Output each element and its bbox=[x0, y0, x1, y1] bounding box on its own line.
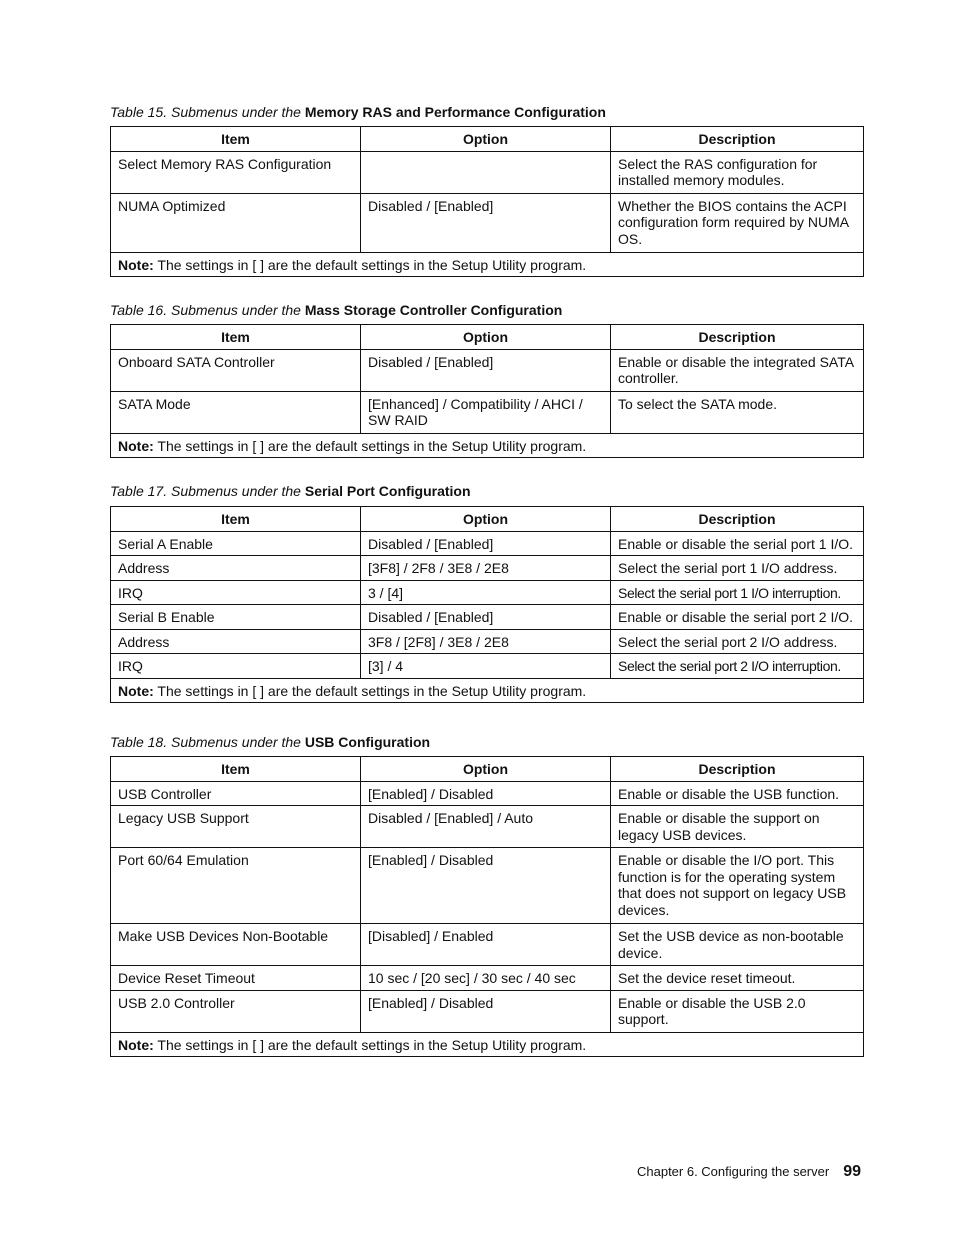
option-cell: 10 sec / [20 sec] / 30 sec / 40 sec bbox=[361, 966, 611, 991]
option-cell: [Enabled] / Disabled bbox=[361, 990, 611, 1032]
table-row bbox=[111, 391, 864, 433]
note-cell bbox=[111, 433, 864, 458]
option-cell: Disabled / [Enabled] bbox=[361, 531, 611, 556]
item-cell: Address bbox=[111, 556, 361, 581]
option-cell bbox=[361, 151, 611, 193]
note-text: The settings in [ ] are the default settings in the Setup Utility program. bbox=[157, 256, 587, 273]
table-18 bbox=[110, 756, 864, 1057]
item-cell: USB 2.0 Controller bbox=[111, 990, 361, 1032]
table-17-caption: Table 17. Submenus under the Serial Port Configuration bbox=[110, 483, 471, 499]
description-cell: Set the USB device as non-bootable device. bbox=[611, 924, 864, 966]
item-cell: Make USB Devices Non-Bootable bbox=[111, 924, 361, 966]
table-18-caption: Table 18. Submenus under the USB Configuration bbox=[110, 734, 431, 750]
option-cell: [Disabled] / Enabled bbox=[361, 924, 611, 966]
note-cell bbox=[111, 1032, 864, 1057]
description-cell: Enable or disable the I/O port. This function is for the operating system that does not support on legacy USB devices. bbox=[611, 848, 864, 924]
note-label: Note: bbox=[118, 437, 154, 454]
column-header-option: Option bbox=[361, 325, 611, 350]
option-cell: Disabled / [Enabled] bbox=[361, 193, 611, 252]
item-cell: IRQ bbox=[111, 654, 361, 679]
note-row bbox=[111, 433, 864, 458]
description-cell: Whether the BIOS contains the ACPI configuration form required by NUMA OS. bbox=[611, 193, 864, 252]
description-cell: Enable or disable the serial port 1 I/O. bbox=[611, 531, 864, 556]
table-15-caption: Table 15. Submenus under the Memory RAS and Performance Configuration bbox=[110, 104, 606, 120]
description-cell: Select the serial port 1 I/O address. bbox=[611, 556, 864, 581]
column-header-item: Item bbox=[111, 757, 361, 782]
column-header-description: Description bbox=[611, 325, 864, 350]
description-cell: Enable or disable the integrated SATA controller. bbox=[611, 349, 864, 391]
column-header-option: Option bbox=[361, 507, 611, 532]
column-header-description: Description bbox=[611, 127, 864, 152]
note-cell bbox=[111, 252, 864, 277]
table-header-row bbox=[111, 325, 864, 350]
note-row bbox=[111, 252, 864, 277]
option-cell: [3F8] / 2F8 / 3E8 / 2E8 bbox=[361, 556, 611, 581]
option-cell: 3F8 / [2F8] / 3E8 / 2E8 bbox=[361, 629, 611, 654]
table-row bbox=[111, 605, 864, 630]
description-cell: To select the SATA mode. bbox=[611, 391, 864, 433]
table-row bbox=[111, 580, 864, 605]
description-cell: Enable or disable the support on legacy USB devices. bbox=[611, 806, 864, 848]
column-header-item: Item bbox=[111, 507, 361, 532]
option-cell: Disabled / [Enabled] bbox=[361, 349, 611, 391]
table-16 bbox=[110, 324, 864, 458]
option-cell: [Enhanced] / Compatibility / AHCI / SW RAID bbox=[361, 391, 611, 433]
item-cell: Select Memory RAS Configuration bbox=[111, 151, 361, 193]
page-footer bbox=[637, 1163, 861, 1181]
note-row bbox=[111, 678, 864, 703]
option-cell: Disabled / [Enabled] bbox=[361, 605, 611, 630]
description-cell: Select the RAS configuration for installed memory modules. bbox=[611, 151, 864, 193]
note-label: Note: bbox=[118, 1036, 154, 1053]
table-row bbox=[111, 806, 864, 848]
table-row bbox=[111, 924, 864, 966]
item-cell: Address bbox=[111, 629, 361, 654]
option-cell: [3] / 4 bbox=[361, 654, 611, 679]
description-cell: Set the device reset timeout. bbox=[611, 966, 864, 991]
item-cell: IRQ bbox=[111, 580, 361, 605]
option-cell: Disabled / [Enabled] / Auto bbox=[361, 806, 611, 848]
note-text: The settings in [ ] are the default settings in the Setup Utility program. bbox=[157, 1036, 587, 1053]
description-cell: Select the serial port 2 I/O address. bbox=[611, 629, 864, 654]
item-cell: Port 60/64 Emulation bbox=[111, 848, 361, 924]
item-cell: Serial B Enable bbox=[111, 605, 361, 630]
column-header-option: Option bbox=[361, 757, 611, 782]
table-header-row bbox=[111, 507, 864, 532]
description-cell: Select the serial port 2 I/O interruption. bbox=[611, 654, 864, 679]
column-header-item: Item bbox=[111, 325, 361, 350]
description-cell: Enable or disable the USB function. bbox=[611, 781, 864, 806]
note-row bbox=[111, 1032, 864, 1057]
item-cell: Serial A Enable bbox=[111, 531, 361, 556]
chapter-title: Chapter 6. Configuring the server bbox=[636, 1164, 830, 1179]
table-row bbox=[111, 990, 864, 1032]
note-label: Note: bbox=[118, 682, 154, 699]
item-cell: Legacy USB Support bbox=[111, 806, 361, 848]
column-header-option: Option bbox=[361, 127, 611, 152]
table-row bbox=[111, 193, 864, 252]
note-label: Note: bbox=[118, 256, 154, 273]
table-15 bbox=[110, 126, 864, 277]
table-row bbox=[111, 781, 864, 806]
table-row bbox=[111, 151, 864, 193]
item-cell: SATA Mode bbox=[111, 391, 361, 433]
item-cell: NUMA Optimized bbox=[111, 193, 361, 252]
column-header-description: Description bbox=[611, 507, 864, 532]
table-row bbox=[111, 629, 864, 654]
description-cell: Enable or disable the serial port 2 I/O. bbox=[611, 605, 864, 630]
item-cell: Device Reset Timeout bbox=[111, 966, 361, 991]
table-16-caption: Table 16. Submenus under the Mass Storage Controller Configuration bbox=[110, 302, 563, 318]
note-text: The settings in [ ] are the default settings in the Setup Utility program. bbox=[157, 682, 587, 699]
table-row bbox=[111, 349, 864, 391]
table-header-row bbox=[111, 757, 864, 782]
table-row bbox=[111, 531, 864, 556]
column-header-description: Description bbox=[611, 757, 864, 782]
description-cell: Enable or disable the USB 2.0 support. bbox=[611, 990, 864, 1032]
page-number: 99 bbox=[843, 1163, 861, 1180]
column-header-item: Item bbox=[111, 127, 361, 152]
note-text: The settings in [ ] are the default settings in the Setup Utility program. bbox=[157, 437, 587, 454]
option-cell: [Enabled] / Disabled bbox=[361, 781, 611, 806]
table-row bbox=[111, 848, 864, 924]
option-cell: [Enabled] / Disabled bbox=[361, 848, 611, 924]
note-cell bbox=[111, 678, 864, 703]
option-cell: 3 / [4] bbox=[361, 580, 611, 605]
table-row bbox=[111, 966, 864, 991]
table-header-row bbox=[111, 127, 864, 152]
item-cell: USB Controller bbox=[111, 781, 361, 806]
description-cell: Select the serial port 1 I/O interruption. bbox=[611, 580, 864, 605]
table-row bbox=[111, 654, 864, 679]
table-17 bbox=[110, 506, 864, 703]
item-cell: Onboard SATA Controller bbox=[111, 349, 361, 391]
table-row bbox=[111, 556, 864, 581]
